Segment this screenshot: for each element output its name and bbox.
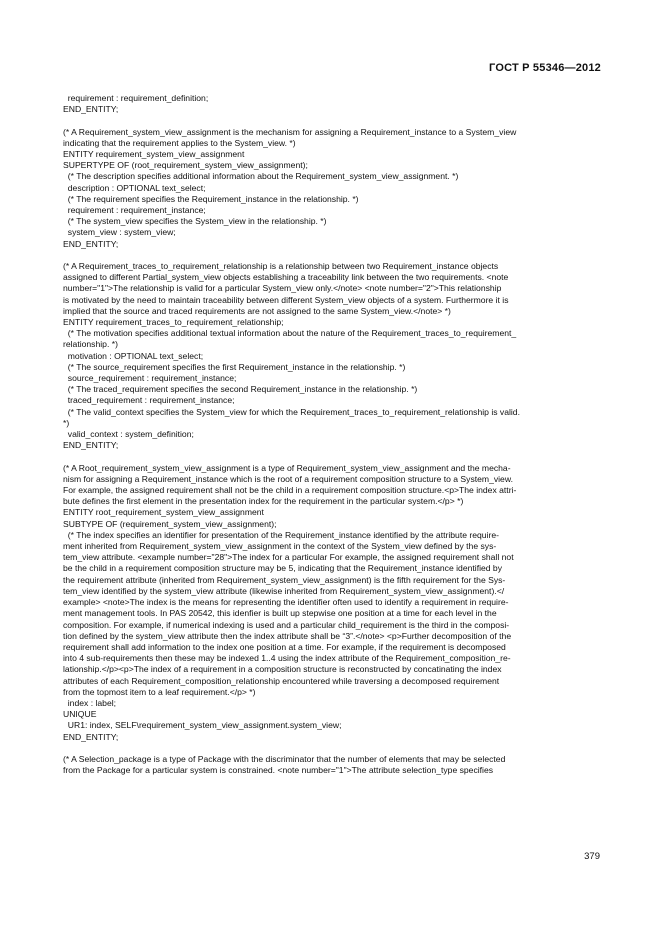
text-line: be the child in a requirement composition structure may be 5, indicating that the Requirement_instance identified by xyxy=(63,563,503,574)
text-line: source_requirement : requirement_instance; xyxy=(63,373,237,384)
text-line: END_ENTITY; xyxy=(63,731,119,742)
text-line: indicating that the requirement applies to the System_view. *) xyxy=(63,137,296,148)
text-line: tion defined by the system_view attribute then the index attribute shall be “3”.</note> <p>Further decomposition of the xyxy=(63,630,512,641)
text-line: composition. For example, if numerical indexing is used and a particular child_requirement is the third in the composi- xyxy=(63,619,510,630)
text-line: tem_view identified by the system_view attribute (likewise inherited from Requirement_system_view_assignment).</ xyxy=(63,585,505,596)
text-line: END_ENTITY; xyxy=(63,104,119,115)
text-line: ment management tools. In PAS 20542, this idenfier is built up stepwise one position at a time for each level in the xyxy=(63,608,497,619)
text-line: For example, the assigned requirement shall not be the child in a requirement composition structure.<p>The index attri- xyxy=(63,485,517,496)
text-line: motivation : OPTIONAL text_select; xyxy=(63,350,204,361)
text-line: system_view : system_view; xyxy=(63,227,176,238)
text-line: requirement : requirement_instance; xyxy=(63,205,206,216)
text-line: END_ENTITY; xyxy=(63,238,119,249)
text-line: from the topmost item to a leaf requirement.</p> *) xyxy=(63,686,256,697)
text-line: nism for assigning a Requirement_instance which is the root of a requirement composition structure to a System_view. xyxy=(63,473,513,484)
document-body xyxy=(63,93,601,788)
text-line: *) xyxy=(63,417,70,428)
text-line: implied that the source and traced requirements are not assigned to the same System_view.</note> *) xyxy=(63,305,451,316)
text-line: example> <note>The index is the means for representing the identifier often used to identify a requirement in require- xyxy=(63,597,509,608)
express-block xyxy=(63,261,601,451)
text-line: traced_requirement : requirement_instance; xyxy=(63,395,235,406)
text-line: index : label; xyxy=(63,697,117,708)
text-line: (* A Requirement_system_view_assignment is the mechanism for assigning a Requirement_instance to a System_view xyxy=(63,126,517,137)
text-line: description : OPTIONAL text_select; xyxy=(63,182,206,193)
text-line: UR1: index, SELF\requirement_system_view_assignment.system_view; xyxy=(63,720,342,731)
text-line: from the Package for a particular system is constrained. <note number="1">The attribute selection_type specifies xyxy=(63,765,494,776)
text-line: ENTITY root_requirement_system_view_assignment xyxy=(63,507,264,518)
text-line: (* A Root_requirement_system_view_assignment is a type of Requirement_system_view_assignment and the mecha- xyxy=(63,462,511,473)
express-block xyxy=(63,463,601,743)
text-line: (* The valid_context specifies the System_view for which the Requirement_traces_to_requirement_relationship is valid. xyxy=(63,406,520,417)
text-line: the requirement attribute (inherited from Requirement_system_view_assignment) is the fifth requirement for the Sys- xyxy=(63,574,506,585)
text-line: (* The description specifies additional information about the Requirement_system_view_assignment. *) xyxy=(63,171,459,182)
text-line: requirement : requirement_definition; xyxy=(63,93,209,103)
text-line: lationship.</p><p>The index of a requirement in a composition structure is reconstructed by concatinating the index xyxy=(63,664,502,675)
text-line: into 4 sub-requirements then these may be indexed 1..4 using the index attribute of the Requirement_composition_re- xyxy=(63,653,511,664)
standard-header: ГОСТ Р 55346—2012 xyxy=(489,62,601,74)
text-line: (* The system_view specifies the System_view in the relationship. *) xyxy=(63,216,327,227)
text-line: END_ENTITY; xyxy=(63,440,119,451)
text-line: UNIQUE xyxy=(63,709,97,720)
text-line: (* The source_requirement specifies the first Requirement_instance in the relationship. *) xyxy=(63,361,406,372)
text-line: (* A Requirement_traces_to_requirement_relationship is a relationship between two Requirement_instance objects xyxy=(63,261,499,272)
text-line: SUPERTYPE OF (root_requirement_system_view_assignment); xyxy=(63,160,308,171)
text-line: requirement shall add information to the index one position at a time. For example, if the requirement is decomposed xyxy=(63,641,506,652)
text-line: ment inherited from Requirement_system_view_assignment in the context of the System_view defined by the sys- xyxy=(63,541,497,552)
text-line: ENTITY requirement_traces_to_requirement_relationship; xyxy=(63,317,284,328)
express-block xyxy=(63,754,601,776)
text-line: bute defines the first element in the presentation index for the requirement in the particular system.</p> *) xyxy=(63,496,464,507)
text-line: tem_view attribute. <example number="28">The index for a particular For example, the assigned requirement shall not xyxy=(63,552,514,563)
text-line: relationship. *) xyxy=(63,339,118,350)
text-line: (* The requirement specifies the Requirement_instance in the relationship. *) xyxy=(63,193,359,204)
text-line: (* The traced_requirement specifies the second Requirement_instance in the relationship. *) xyxy=(63,384,418,395)
express-block xyxy=(63,127,601,250)
text-line: valid_context : system_definition; xyxy=(63,429,194,440)
text-line: SUBTYPE OF (requirement_system_view_assignment); xyxy=(63,518,277,529)
text-line: (* A Selection_package is a type of Package with the discriminator that the number of elements that may be selected xyxy=(63,753,506,764)
text-line: is motivated by the need to maintain traceability between different System_view objects of a system. Furthermore it is xyxy=(63,294,509,305)
text-line: (* The index specifies an identifier for presentation of the Requirement_instance identified by the attribute require- xyxy=(63,529,499,540)
text-line: ENTITY requirement_system_view_assignment xyxy=(63,149,245,159)
express-block xyxy=(63,93,601,115)
text-line: assigned to different Partial_system_view objects establishing a traceability link between the two requirements. <note xyxy=(63,272,509,283)
text-line: attributes of each Requirement_composition_relationship encountered while traversing a decomposed requirement xyxy=(63,675,500,686)
text-line: number="1">The relationship is valid for a particular System_view only.</note> <note number="2">This relationship xyxy=(63,283,502,294)
page-number: 379 xyxy=(584,851,600,862)
text-line: (* The motivation specifies additional textual information about the nature of the Requirement_traces_to_requirement_ xyxy=(63,328,517,339)
